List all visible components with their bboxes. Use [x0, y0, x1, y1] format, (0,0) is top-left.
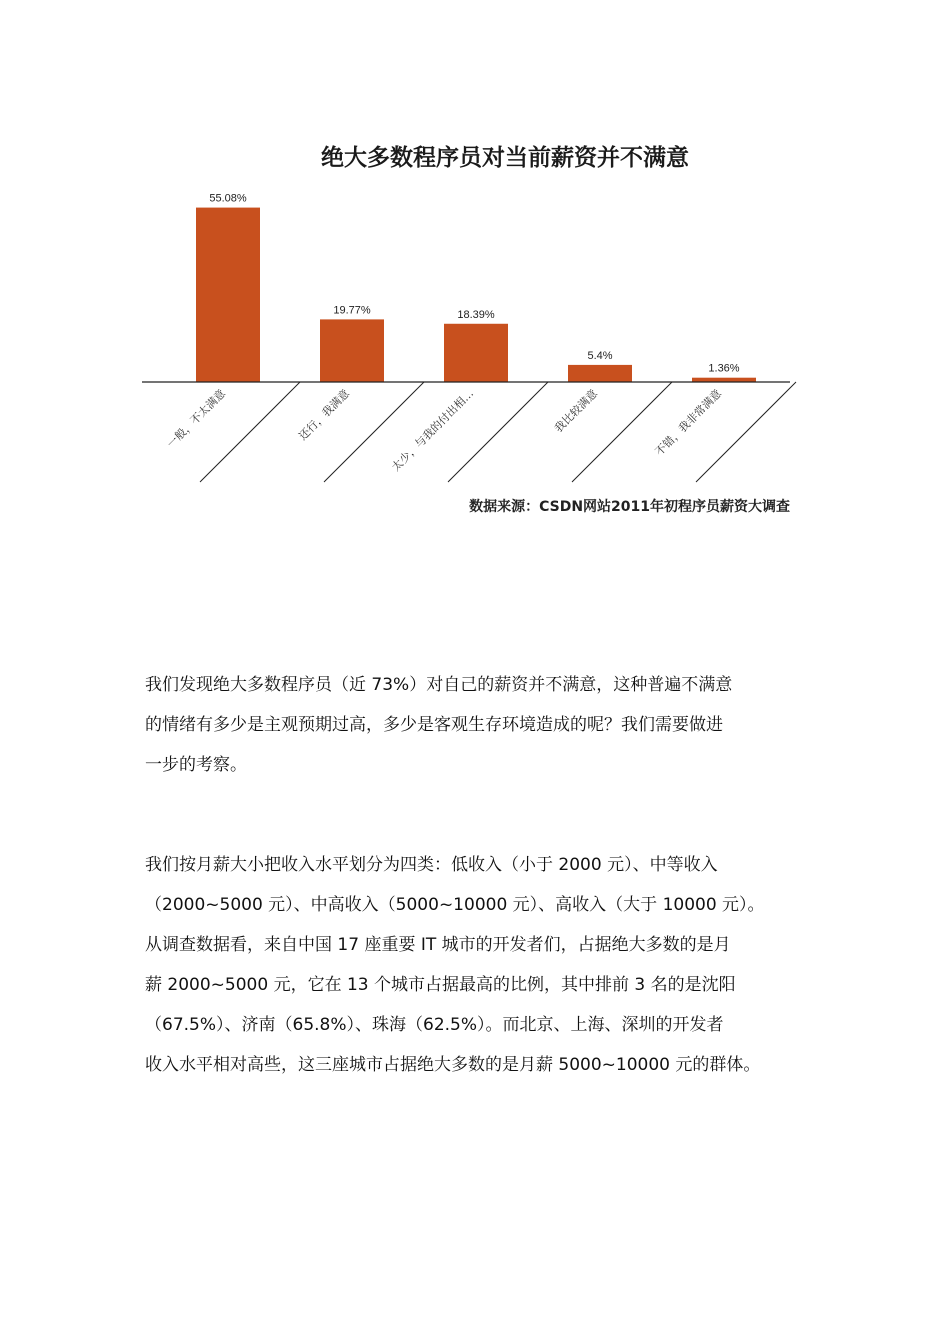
category-label-1: 一般，不太满意	[164, 386, 229, 451]
category-label-4: 我比较满意	[552, 386, 601, 436]
bar-3	[444, 324, 508, 382]
chart-title: 绝大多数程序员对当前薪资并不满意	[321, 144, 689, 171]
bar-4	[568, 365, 632, 382]
body-paragraph-1: 我们发现绝大多数程序员（近 73%）对自己的薪资并不满意，这种普遍不满意 的情绪有多少是主观预期过高，多少是客观生存环境造成的呢？我们需要做进 一步的考察。	[145, 675, 733, 775]
bar-chart-figure	[130, 130, 810, 530]
bar-value-label-1: 55.08%	[209, 192, 247, 205]
data-source-note: 数据来源：CSDN网站2011年初程序员薪资大调查	[469, 499, 790, 515]
bar-value-label-2: 19.77%	[333, 304, 371, 317]
category-label-3: 太少，与我的付出相…	[389, 386, 477, 474]
bar-2	[320, 319, 384, 382]
category-label-5: 不错，我非常满意	[652, 386, 725, 459]
bar-value-label-4: 5.4%	[587, 349, 613, 362]
bar-chart	[130, 130, 810, 530]
bar-value-label-5: 1.36%	[708, 362, 740, 375]
body-paragraph-2: 我们按月薪大小把收入水平划分为四类：低收入（小于 2000 元）、中等收入 （2000~5000 元）、中高收入（5000~10000 元）、高收入（大于 10000 元）。 从调查数据看，来自中国 17 座重要 IT 城市的开发者们，占据绝大多数的是月 薪 2000~5000 元，它在 13 个城市占据最高的比例，其中排前 3 名的是沈阳 （67.5%）、济南（65.8%）、珠海（62.5%）。而北京、上海、深圳的开发者 收入水平相对高些，这三座城市占据绝大多数的是月薪 5000~10000 元的群体。	[145, 855, 765, 1075]
bar-value-label-3: 18.39%	[457, 308, 495, 321]
bar-1	[196, 208, 260, 382]
category-label-2: 还行，我满意	[296, 386, 353, 443]
